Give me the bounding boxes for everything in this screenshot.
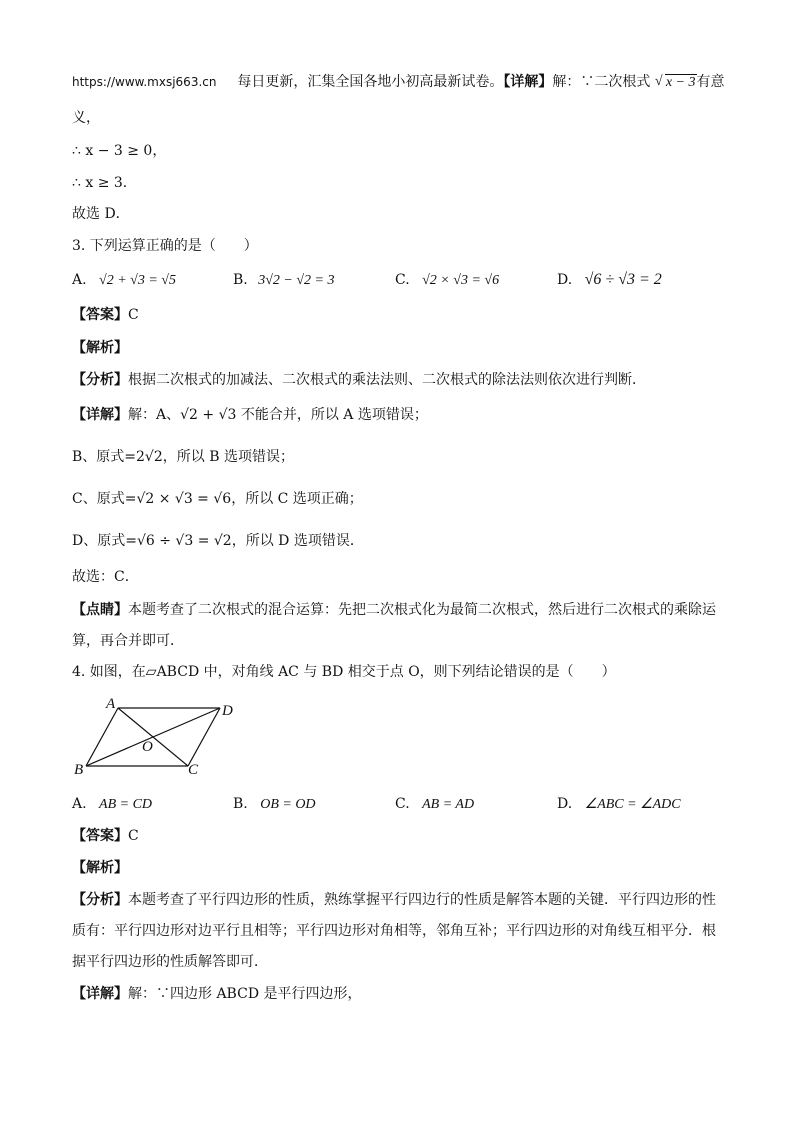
option-label: C. — [395, 272, 410, 288]
answer-value: C — [128, 828, 139, 844]
q4-fenxi-3: 据平行四边形的性质解答即可． — [72, 954, 268, 970]
fenxi-text: 本题考查了平行四边形的性质，熟练掌握平行四边行的性质是解答本题的关键．平行四边形的性 — [128, 892, 716, 908]
vertex-label-a: A — [106, 696, 116, 712]
answer-tag: 【答案】 — [72, 307, 128, 323]
option-label: A. — [72, 272, 87, 288]
q3-option-d — [557, 270, 662, 290]
answer-value: C — [128, 307, 139, 323]
source-tagline: 每日更新，汇集全国各地小初高最新试卷。 — [237, 74, 504, 90]
fenxi-text: 根据二次根式的加减法、二次根式的乘法法则、二次根式的除法法则依次进行判断． — [128, 372, 646, 388]
source-url: https://www.mxsj663.cn — [72, 75, 217, 89]
vertex-label-d: D — [222, 703, 233, 719]
option-expr: √2 × √3 = √6 — [422, 273, 500, 288]
option-expr: 3√2 − √2 = 3 — [258, 273, 335, 288]
q3-analysis-tag: 【解析】 — [72, 340, 128, 356]
sqrt-radicand: x − 3 — [665, 75, 696, 90]
text-line: ∴ x ≥ 3． — [72, 175, 137, 191]
sqrt-expression — [655, 73, 697, 93]
dianjing-text: 本题考查了二次根式的混合运算：先把二次根式化为最简二次根式，然后进行二次根式的乘除运 — [128, 602, 716, 618]
option-expr: √6 ÷ √3 = 2 — [584, 271, 662, 288]
option-label: B. — [233, 796, 248, 812]
detail-text: 解：∵四边形 ABCD 是平行四边形， — [128, 986, 362, 1002]
q3-option-c — [395, 270, 499, 291]
q4-detail — [72, 984, 362, 1004]
option-label: D. — [557, 272, 573, 288]
header-line — [72, 72, 725, 93]
option-expr: AB = CD — [99, 797, 153, 812]
q4-analysis-tag: 【解析】 — [72, 860, 128, 876]
text-line: 故选 D． — [72, 206, 130, 222]
parallelogram-figure — [72, 696, 252, 782]
q4-option-a — [72, 794, 152, 815]
detail-lead: 解：∵二次根式 — [552, 74, 651, 90]
option-label: B. — [233, 272, 248, 288]
detail-tag: 【详解】 — [503, 74, 553, 90]
option-label: A. — [72, 796, 87, 812]
q3-option-b — [233, 270, 334, 291]
q4-option-d — [557, 794, 681, 815]
q3-option-a — [72, 270, 176, 291]
vertex-label-c: C — [188, 762, 199, 778]
option-expr: √2 + √3 = √5 — [99, 273, 176, 288]
edge-dc — [188, 708, 220, 766]
q4-fenxi-2: 质有：平行四边形对边平行且相等；平行四边形对角相等，邻角互补；平行四边形的对角线互相平分．根 — [72, 923, 716, 939]
detail-tag: 【详解】 — [72, 407, 128, 423]
vertex-label-b: B — [74, 762, 84, 778]
option-label: D. — [557, 796, 573, 812]
detail-tail: 有意 — [696, 74, 725, 90]
edge-ba — [86, 708, 118, 766]
q4-fenxi-1 — [72, 890, 716, 910]
q4-answer — [72, 826, 139, 846]
question-4-stem: 4. 如图，在▱ABCD 中，对角线 AC 与 BD 相交于点 O，则下列结论错误的是（ ） — [72, 664, 616, 680]
q3-answer — [72, 305, 139, 325]
dianjing-tag: 【点睛】 — [72, 602, 128, 618]
q3-detail-c: C、原式=√2 × √3 = √6，所以 C 选项正确； — [72, 491, 363, 507]
q3-dianjing-2: 算，再合并即可． — [72, 633, 184, 649]
fenxi-tag: 【分析】 — [72, 372, 128, 388]
detail-text: 解：A、√2 + √3 不能合并，所以 A 选项错误； — [128, 407, 428, 423]
q3-detail-d: D、原式=√6 ÷ √3 = √2，所以 D 选项错误． — [72, 533, 364, 549]
q3-detail-a — [72, 405, 428, 425]
q4-option-b — [233, 794, 316, 815]
center-label-o: O — [142, 739, 153, 755]
option-expr: OB = OD — [260, 797, 316, 812]
question-3-stem: 3. 下列运算正确的是（ ） — [72, 238, 258, 254]
q4-option-c — [395, 794, 474, 815]
q3-fenxi — [72, 370, 646, 390]
detail-tag: 【详解】 — [72, 986, 128, 1002]
fenxi-tag: 【分析】 — [72, 892, 128, 908]
answer-tag: 【答案】 — [72, 828, 128, 844]
option-expr: AB = AD — [422, 797, 475, 812]
text-line: 义， — [72, 110, 100, 126]
parallelogram-diagram — [72, 696, 252, 778]
q3-dianjing-1 — [72, 600, 716, 620]
diagonal-bd — [86, 708, 220, 766]
option-label: C. — [395, 796, 410, 812]
option-expr: ∠ABC = ∠ADC — [584, 797, 681, 812]
q3-choose: 故选：C． — [72, 569, 139, 585]
q3-detail-b: B、原式=2√2，所以 B 选项错误； — [72, 449, 294, 465]
text-line: ∴ x − 3 ≥ 0， — [72, 143, 167, 159]
